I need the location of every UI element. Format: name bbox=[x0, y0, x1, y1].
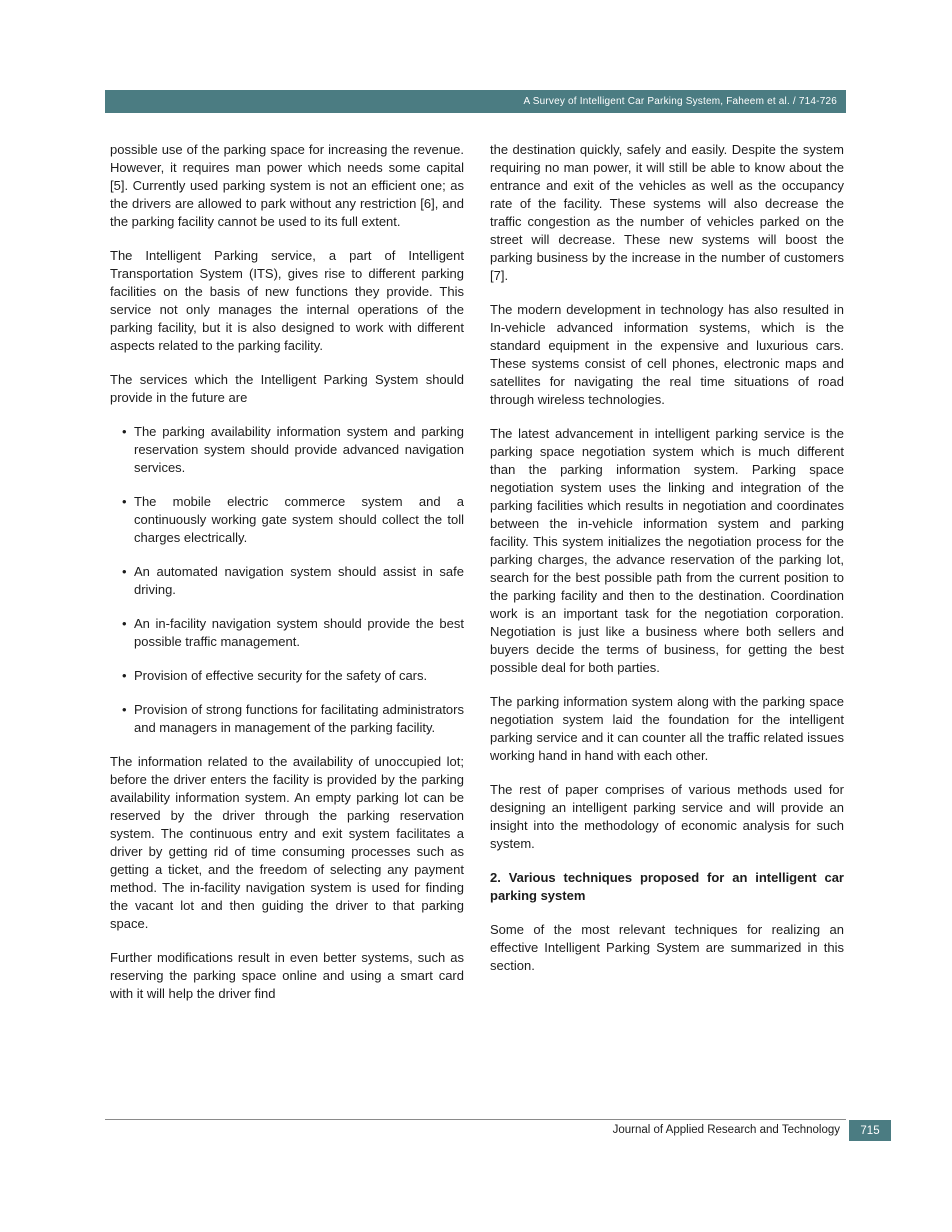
bullet-item bbox=[122, 423, 464, 477]
right-column bbox=[490, 141, 844, 1003]
paragraph: The services which the Intelligent Parking System should provide in the future are bbox=[110, 372, 464, 405]
bullet-item bbox=[122, 615, 464, 651]
bullet-marker bbox=[122, 423, 134, 477]
bullet-item bbox=[122, 563, 464, 599]
paragraph: possible use of the parking space for increasing the revenue. However, it requires man power which needs some capital [5]. Currently used parking system is not an efficient one; as the drivers are allowed to park without any restriction [6], and the parking facility cannot be used to its full extent. bbox=[110, 142, 464, 229]
page-number-badge: 715 bbox=[849, 1120, 891, 1141]
paragraph: Some of the most relevant techniques for realizing an effective Intelligent Parking System are summarized in this section. bbox=[490, 922, 844, 973]
bullet-text: Provision of effective security for the safety of cars. bbox=[134, 668, 428, 683]
bullet-item bbox=[122, 493, 464, 547]
running-header bbox=[105, 90, 846, 113]
paragraph: Further modifications result in even better systems, such as reserving the parking space online and using a smart card with it will help the driver find bbox=[110, 950, 464, 1001]
bullet-text: The parking availability information system and parking reservation system should provide advanced navigation services. bbox=[134, 424, 464, 475]
bullet-marker bbox=[122, 493, 134, 547]
bullet-marker bbox=[122, 563, 134, 599]
bullet-marker bbox=[122, 701, 134, 737]
bullet-item bbox=[122, 701, 464, 737]
paragraph: The Intelligent Parking service, a part of Intelligent Transportation System (ITS), gives rise to different parking facilities on the basis of new functions they provide. This service not only manages the internal operations of the parking facility, but it is also designed to work with different aspects related to the parking facility. bbox=[110, 248, 464, 353]
paragraph: The rest of paper comprises of various methods used for designing an intelligent parking service and will provide an insight into the methodology of economic analysis for such system. bbox=[490, 782, 844, 851]
bullet-marker bbox=[122, 667, 134, 685]
running-header-text: A Survey of Intelligent Car Parking System, Faheem et al. / 714-726 bbox=[523, 96, 837, 107]
bullet-item bbox=[122, 667, 464, 685]
footer-journal-title: Journal of Applied Research and Technology bbox=[612, 1124, 840, 1136]
paragraph: the destination quickly, safely and easily. Despite the system requiring no man power, it will still be able to know about the entrance and exit of the vehicles as well as the occupancy rate of the facility. These systems will also decrease the traffic congestion as the number of vehicles parked on the street will decrease. These new systems will boost the parking business by the increase in the number of customers [7]. bbox=[490, 142, 844, 283]
bullet-marker bbox=[122, 615, 134, 651]
paragraph: The parking information system along with the parking space negotiation system laid the foundation for the intelligent parking service and it can counter all the traffic related issues working hand in hand with each other. bbox=[490, 694, 844, 763]
bullet-text: An in-facility navigation system should provide the best possible traffic management. bbox=[134, 616, 464, 649]
bullet-list bbox=[110, 423, 464, 737]
footer-divider bbox=[105, 1119, 846, 1120]
paragraph: The information related to the availability of unoccupied lot; before the driver enters the facility is provided by the parking availability information system. An empty parking lot can be reserved by the driver through the parking reservation system. The continuous entry and exit system facilitates a driver by getting rid of time consuming processes such as getting a ticket, and the freedom of selecting any payment method. The in-facility navigation system is used for finding the vacant lot and then guiding the driver to that parking space. bbox=[110, 754, 464, 931]
bullet-text: The mobile electric commerce system and a continuously working gate system should collect the toll charges electrically. bbox=[134, 494, 464, 545]
paragraph: The modern development in technology has also resulted in In-vehicle advanced information systems, which is the standard equipment in the expensive and luxurious cars. These systems consist of cell phones, electronic maps and satellites for navigating the real time situations of road through wireless technologies. bbox=[490, 302, 844, 407]
left-column bbox=[110, 141, 464, 1003]
content-columns bbox=[110, 141, 844, 1003]
bullet-text: Provision of strong functions for facilitating administrators and managers in management of the parking facility. bbox=[134, 702, 464, 735]
bullet-text: An automated navigation system should assist in safe driving. bbox=[134, 564, 464, 597]
section-heading: 2. Various techniques proposed for an intelligent car parking system bbox=[490, 870, 844, 903]
paragraph: The latest advancement in intelligent parking service is the parking space negotiation system which is much different than the parking information system. Parking space negotiation system uses the linking and integration of the parking facilities which results in negotiation and coordinates between the in-vehicle information system and parking facility. This system initializes the negotiation process for the parking charges, the advance reservation of the parking lot, search for the best possible path from the current position to the parking facility and then to the destination. Coordination work is an important task for the negotiation corporation. Negotiation is just like a business where both sellers and buyers decide the terms of business, for getting the best possible deal for both parties. bbox=[490, 426, 844, 675]
